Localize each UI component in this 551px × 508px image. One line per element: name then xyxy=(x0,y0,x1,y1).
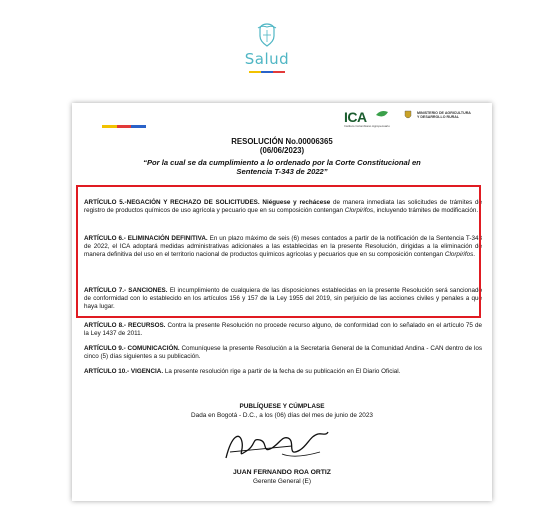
ica-leaf-icon xyxy=(375,110,389,120)
resolution-subtitle: “Por la cual se da cumplimiento a lo ordenado por la Corte Constitucional en Sentencia T-343 de 2022” xyxy=(143,158,421,176)
article-5: ARTÍCULO 5.-NEGACIÓN Y RECHAZO DE SOLICITUDES. Niéguese y rechácese de manera inmediata las solicitudes de trámites de registro de productos químicos de uso agrícola y pecuario que en su composición contengan Clorpirifos, incluyendo trámites de modificación. xyxy=(84,199,482,215)
article-8: ARTÍCULO 8.- RECURSOS. Contra la presente Resolución no procede recurso alguno, de conformidad con lo señalado en el artículo 75 de la Ley 1437 de 2011. xyxy=(84,322,482,338)
highlight-box xyxy=(76,185,481,318)
place-date: Dada en Bogotá - D.C., a los (06) días del mes de junio de 2023 xyxy=(191,412,373,419)
ica-subtitle: Instituto Colombiano Agropecuario xyxy=(344,124,390,128)
salud-color-bar xyxy=(232,71,302,73)
resolution-document xyxy=(72,103,492,501)
article-9: ARTÍCULO 9.- COMUNICACIÓN. Comuníquese la presente Resolución a la Secretaría General de la Comunidad Andina - CAN dentro de los cinco (5) días siguientes a su publicación. xyxy=(84,345,482,361)
ministry-name: MINISTERIO DE AGRICULTURA Y DESARROLLO RURAL xyxy=(417,111,471,120)
ica-logo-text: ICA xyxy=(344,109,367,125)
publish-heading: PUBLÍQUESE Y CÚMPLASE xyxy=(239,403,325,410)
signature-image xyxy=(222,428,332,466)
salud-logo xyxy=(232,22,302,73)
signer-name: JUAN FERNANDO ROA ORTIZ xyxy=(233,469,331,476)
coat-of-arms-icon xyxy=(256,22,278,48)
article-6: ARTÍCULO 6.- ELIMINACIÓN DEFINITIVA. En un plazo máximo de seis (6) meses contados a partir de la notificación de la Sentencia T-343 de 2022, el ICA adoptará medidas administrativas adicionales a las establecidas en la presente Resolución, dirigidas a la eliminación de manera definitiva del uso en el territorio nacional de productos químicos agrícolas y pecuarios que en su composición contengan Clorpirifos. xyxy=(84,235,482,259)
signer-role: Gerente General (E) xyxy=(253,478,311,485)
salud-logo-text: Salud xyxy=(244,50,290,68)
colombia-shield-icon xyxy=(404,110,412,120)
flag-stripe xyxy=(102,125,146,128)
article-7: ARTÍCULO 7.- SANCIONES. El incumplimiento de cualquiera de las disposiciones establecidas en la presente Resolución será sancionado de conformidad con lo establecido en los artículos 156 y 157 de la Ley 1955 del 2019, sin perjuicio de las acciones civiles y penales a que haya lugar. xyxy=(84,287,482,311)
resolution-title: RESOLUCIÓN No.00006365 (06/06/2023) xyxy=(231,137,333,155)
article-10: ARTÍCULO 10.- VIGENCIA. La presente resolución rige a partir de la fecha de su publicación en El Diario Oficial. xyxy=(84,368,401,375)
